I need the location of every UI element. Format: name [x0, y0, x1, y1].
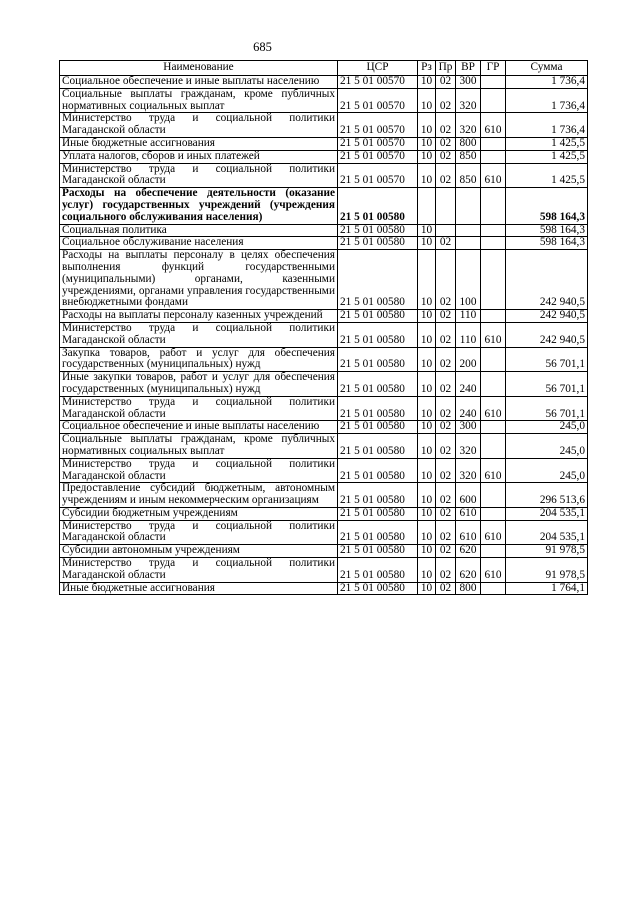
cell-vr: 850: [456, 163, 481, 188]
cell-gr: [481, 237, 506, 250]
cell-pr: 02: [436, 322, 456, 347]
cell-gr: [481, 76, 506, 89]
cell-rz: [418, 188, 436, 224]
cell-vr: 600: [456, 483, 481, 508]
cell-sum: 1 736,4: [506, 76, 588, 89]
table-row: [60, 137, 588, 150]
table-row: [60, 372, 588, 397]
cell-name: Социальное обеспечение и иные выплаты населению: [60, 76, 338, 89]
cell-name: Расходы на выплаты персоналу казенных учреждений: [60, 310, 338, 323]
cell-name: Министерство труда и социальной политики Магаданской области: [60, 458, 338, 483]
cell-vr: 850: [456, 150, 481, 163]
cell-csr: 21 5 01 00570: [338, 163, 418, 188]
cell-name: Министерство труда и социальной политики Магаданской области: [60, 322, 338, 347]
table-row: [60, 188, 588, 224]
cell-sum: 91 978,5: [506, 558, 588, 583]
table-row: [60, 347, 588, 372]
cell-rz: 10: [418, 520, 436, 545]
table-header-row: [60, 61, 588, 76]
cell-gr: [481, 224, 506, 237]
table-row: [60, 237, 588, 250]
cell-rz: 10: [418, 434, 436, 459]
cell-pr: 02: [436, 372, 456, 397]
table-row: [60, 310, 588, 323]
cell-vr: 200: [456, 347, 481, 372]
cell-pr: 02: [436, 76, 456, 89]
cell-rz: 10: [418, 322, 436, 347]
cell-rz: 10: [418, 237, 436, 250]
cell-name: Социальная политика: [60, 224, 338, 237]
cell-gr: [481, 137, 506, 150]
cell-name: Министерство труда и социальной политики Магаданской области: [60, 520, 338, 545]
cell-pr: 02: [436, 250, 456, 310]
cell-rz: 10: [418, 507, 436, 520]
cell-name: Расходы на выплаты персоналу в целях обеспечения выполнения функций государственными (муниципальными) органами, казенными учреждениями, органами управления государственными внебюджетными фондами: [60, 250, 338, 310]
table-row: [60, 163, 588, 188]
cell-rz: 10: [418, 421, 436, 434]
cell-vr: 320: [456, 88, 481, 113]
table-row: [60, 558, 588, 583]
cell-sum: 204 535,1: [506, 520, 588, 545]
cell-pr: 02: [436, 558, 456, 583]
table-row: [60, 396, 588, 421]
cell-rz: 10: [418, 396, 436, 421]
cell-gr: [481, 507, 506, 520]
cell-name: Иные бюджетные ассигнования: [60, 137, 338, 150]
cell-rz: 10: [418, 310, 436, 323]
cell-vr: 800: [456, 582, 481, 595]
cell-csr: 21 5 01 00580: [338, 520, 418, 545]
cell-vr: 300: [456, 421, 481, 434]
cell-gr: [481, 434, 506, 459]
table-row: [60, 483, 588, 508]
cell-csr: 21 5 01 00580: [338, 421, 418, 434]
cell-gr: 610: [481, 163, 506, 188]
cell-sum: 91 978,5: [506, 545, 588, 558]
table-row: [60, 76, 588, 89]
cell-sum: 245,0: [506, 434, 588, 459]
table-row: [60, 322, 588, 347]
cell-gr: [481, 421, 506, 434]
cell-sum: 598 164,3: [506, 188, 588, 224]
cell-gr: [481, 88, 506, 113]
cell-csr: 21 5 01 00580: [338, 237, 418, 250]
cell-csr: 21 5 01 00580: [338, 322, 418, 347]
cell-vr: 610: [456, 520, 481, 545]
cell-vr: 620: [456, 545, 481, 558]
cell-rz: 10: [418, 558, 436, 583]
cell-sum: 204 535,1: [506, 507, 588, 520]
cell-rz: 10: [418, 137, 436, 150]
cell-pr: 02: [436, 582, 456, 595]
cell-vr: 240: [456, 372, 481, 397]
cell-vr: 110: [456, 322, 481, 347]
cell-name: Расходы на обеспечение деятельности (оказание услуг) государственных учреждений (учреждения социального обслуживания населения): [60, 188, 338, 224]
cell-pr: 02: [436, 237, 456, 250]
cell-vr: 320: [456, 458, 481, 483]
cell-gr: [481, 483, 506, 508]
cell-gr: 610: [481, 558, 506, 583]
header-name: Наименование: [60, 61, 338, 76]
cell-gr: [481, 582, 506, 595]
cell-csr: 21 5 01 00570: [338, 150, 418, 163]
cell-name: Министерство труда и социальной политики Магаданской области: [60, 396, 338, 421]
cell-pr: 02: [436, 421, 456, 434]
cell-sum: 598 164,3: [506, 224, 588, 237]
cell-pr: 02: [436, 545, 456, 558]
cell-rz: 10: [418, 545, 436, 558]
cell-csr: 21 5 01 00570: [338, 113, 418, 138]
cell-csr: 21 5 01 00580: [338, 224, 418, 237]
table-row: [60, 458, 588, 483]
cell-name: Субсидии автономным учреждениям: [60, 545, 338, 558]
cell-rz: 10: [418, 76, 436, 89]
cell-rz: 10: [418, 483, 436, 508]
table-row: [60, 88, 588, 113]
cell-name: Субсидии бюджетным учреждениям: [60, 507, 338, 520]
cell-name: Иные бюджетные ассигнования: [60, 582, 338, 595]
cell-gr: [481, 545, 506, 558]
table-body: [60, 76, 588, 595]
cell-sum: 56 701,1: [506, 347, 588, 372]
cell-vr: 240: [456, 396, 481, 421]
table-row: [60, 421, 588, 434]
cell-gr: [481, 372, 506, 397]
budget-table: [59, 60, 588, 595]
cell-pr: 02: [436, 347, 456, 372]
cell-csr: 21 5 01 00580: [338, 372, 418, 397]
cell-name: Иные закупки товаров, работ и услуг для обеспечения государственных (муниципальных) нужд: [60, 372, 338, 397]
cell-vr: 300: [456, 76, 481, 89]
cell-sum: 56 701,1: [506, 372, 588, 397]
cell-sum: 598 164,3: [506, 237, 588, 250]
cell-csr: 21 5 01 00580: [338, 434, 418, 459]
cell-name: Закупка товаров, работ и услуг для обеспечения государственных (муниципальных) нужд: [60, 347, 338, 372]
cell-vr: [456, 237, 481, 250]
table-row: [60, 434, 588, 459]
cell-sum: 1 425,5: [506, 150, 588, 163]
cell-sum: 1 425,5: [506, 163, 588, 188]
cell-gr: [481, 250, 506, 310]
cell-rz: 10: [418, 582, 436, 595]
header-csr: ЦСР: [338, 61, 418, 76]
cell-csr: 21 5 01 00570: [338, 76, 418, 89]
cell-csr: 21 5 01 00580: [338, 188, 418, 224]
cell-gr: 610: [481, 322, 506, 347]
cell-pr: 02: [436, 483, 456, 508]
cell-rz: 10: [418, 458, 436, 483]
cell-pr: 02: [436, 434, 456, 459]
cell-csr: 21 5 01 00580: [338, 250, 418, 310]
table-row: [60, 520, 588, 545]
cell-rz: 10: [418, 88, 436, 113]
cell-gr: [481, 188, 506, 224]
cell-csr: 21 5 01 00570: [338, 88, 418, 113]
cell-gr: 610: [481, 396, 506, 421]
cell-pr: 02: [436, 458, 456, 483]
table-row: [60, 250, 588, 310]
cell-name: Министерство труда и социальной политики Магаданской области: [60, 163, 338, 188]
cell-csr: 21 5 01 00580: [338, 458, 418, 483]
cell-name: Социальное обеспечение и иные выплаты населению: [60, 421, 338, 434]
cell-csr: 21 5 01 00570: [338, 137, 418, 150]
cell-vr: 100: [456, 250, 481, 310]
cell-name: Социальное обслуживание населения: [60, 237, 338, 250]
cell-vr: 610: [456, 507, 481, 520]
cell-pr: 02: [436, 113, 456, 138]
cell-vr: 800: [456, 137, 481, 150]
cell-name: Социальные выплаты гражданам, кроме публичных нормативных социальных выплат: [60, 88, 338, 113]
cell-csr: 21 5 01 00580: [338, 545, 418, 558]
cell-pr: 02: [436, 520, 456, 545]
table-row: [60, 545, 588, 558]
cell-sum: 1 736,4: [506, 88, 588, 113]
cell-name: Министерство труда и социальной политики Магаданской области: [60, 113, 338, 138]
cell-name: Министерство труда и социальной политики Магаданской области: [60, 558, 338, 583]
cell-sum: 245,0: [506, 458, 588, 483]
header-gr: ГР: [481, 61, 506, 76]
cell-sum: 1 425,5: [506, 137, 588, 150]
cell-vr: 320: [456, 113, 481, 138]
cell-gr: 610: [481, 520, 506, 545]
page-number: 685: [253, 40, 272, 54]
cell-sum: 245,0: [506, 421, 588, 434]
cell-gr: 610: [481, 113, 506, 138]
cell-pr: 02: [436, 163, 456, 188]
table-row: [60, 224, 588, 237]
cell-pr: 02: [436, 507, 456, 520]
cell-vr: [456, 188, 481, 224]
cell-gr: [481, 150, 506, 163]
cell-rz: 10: [418, 347, 436, 372]
cell-pr: 02: [436, 137, 456, 150]
cell-name: Предоставление субсидий бюджетным, автономным учреждениям и иным некоммерческим организациям: [60, 483, 338, 508]
cell-sum: 296 513,6: [506, 483, 588, 508]
cell-pr: 02: [436, 150, 456, 163]
cell-pr: [436, 188, 456, 224]
cell-vr: 620: [456, 558, 481, 583]
cell-pr: 02: [436, 310, 456, 323]
cell-pr: [436, 224, 456, 237]
cell-csr: 21 5 01 00580: [338, 507, 418, 520]
cell-csr: 21 5 01 00580: [338, 558, 418, 583]
cell-sum: 242 940,5: [506, 310, 588, 323]
cell-sum: 242 940,5: [506, 250, 588, 310]
cell-csr: 21 5 01 00580: [338, 483, 418, 508]
table-row: [60, 113, 588, 138]
cell-rz: 10: [418, 150, 436, 163]
table-row: [60, 150, 588, 163]
cell-rz: 10: [418, 113, 436, 138]
cell-csr: 21 5 01 00580: [338, 347, 418, 372]
cell-rz: 10: [418, 163, 436, 188]
cell-gr: [481, 347, 506, 372]
cell-gr: [481, 310, 506, 323]
cell-sum: 56 701,1: [506, 396, 588, 421]
header-sum: Сумма: [506, 61, 588, 76]
table-row: [60, 507, 588, 520]
cell-csr: 21 5 01 00580: [338, 582, 418, 595]
cell-csr: 21 5 01 00580: [338, 310, 418, 323]
header-vr: ВР: [456, 61, 481, 76]
cell-vr: 320: [456, 434, 481, 459]
cell-pr: 02: [436, 396, 456, 421]
cell-rz: 10: [418, 224, 436, 237]
cell-rz: 10: [418, 250, 436, 310]
header-rz: Рз: [418, 61, 436, 76]
cell-name: Уплата налогов, сборов и иных платежей: [60, 150, 338, 163]
cell-rz: 10: [418, 372, 436, 397]
cell-csr: 21 5 01 00580: [338, 396, 418, 421]
cell-vr: 110: [456, 310, 481, 323]
header-pr: Пр: [436, 61, 456, 76]
cell-gr: 610: [481, 458, 506, 483]
cell-pr: 02: [436, 88, 456, 113]
table-row: [60, 582, 588, 595]
cell-vr: [456, 224, 481, 237]
cell-sum: 242 940,5: [506, 322, 588, 347]
cell-name: Социальные выплаты гражданам, кроме публичных нормативных социальных выплат: [60, 434, 338, 459]
cell-sum: 1 736,4: [506, 113, 588, 138]
cell-sum: 1 764,1: [506, 582, 588, 595]
